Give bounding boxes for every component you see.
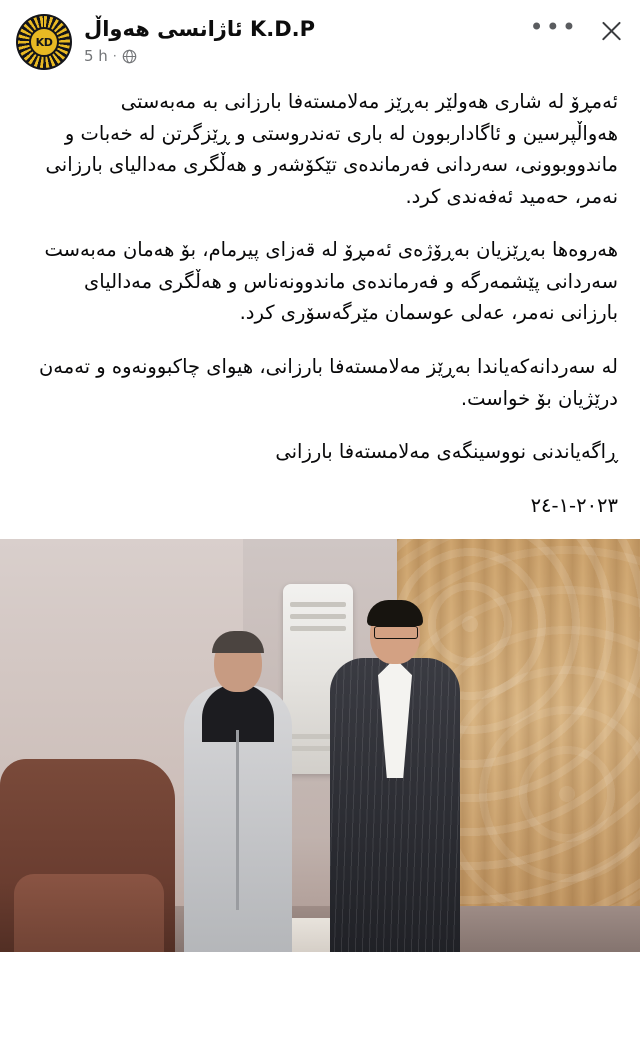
photo-sofa [0,759,175,964]
header-actions [528,14,624,44]
photo-person-right [330,604,460,964]
post-header [0,0,640,76]
post-paragraph: لە سەردانەکەیاندا بەڕێز مەلامستەفا بارزانی، هیوای چاکبوونەوە و تەمەن درێژیان بۆ خواست. [38,355,618,410]
photo-person-left [178,634,298,964]
header-text [72,14,528,65]
signature-date: ٢٠٢٣-١-٢٤ [530,493,618,517]
post-photo[interactable] [0,539,640,964]
post-meta [84,47,528,65]
post-body [0,76,640,539]
bottom-strip [0,952,640,964]
signature-line: ڕاگەیاندنی نووسینگەی مەلامستەفا بارزانی [275,440,618,464]
page-name[interactable]: ئاژانسی هەواڵ K.D.P [84,17,316,41]
post-paragraph: ئەمڕۆ لە شاری هەولێر بەڕێز مەلامستەفا بارزانی بە مەبەستی هەواڵپرسین و ئاگاداربوون لە باری تەندروستی و ڕێزگرتن لە خەبات و ماندووبوونی، سەردانی فەرماندەی تێکۆشەر و هەڵگری مەدالیای بارزانی نەمر، حەمید ئەفەندی کرد. [45,90,618,208]
post-paragraph: هەروەها بەڕێزیان بەڕۆژەی ئەمڕۆ لە قەزای پیرمام، بۆ هەمان مەبەست سەردانی پێشمەرگە و فەرماندەی ماندوونەناس و هەڵگری مەدالیای بارزانی نەمر، عەلی عوسمان مێرگەسۆری کرد. [44,238,618,325]
more-options-button[interactable]: ••• [529,13,578,41]
meta-separator: · [112,49,117,64]
avatar-monogram: KD [29,27,59,57]
globe-icon [122,49,137,64]
avatar[interactable] [16,14,72,70]
timestamp[interactable]: 5 h [84,47,108,66]
close-icon[interactable] [598,18,624,44]
